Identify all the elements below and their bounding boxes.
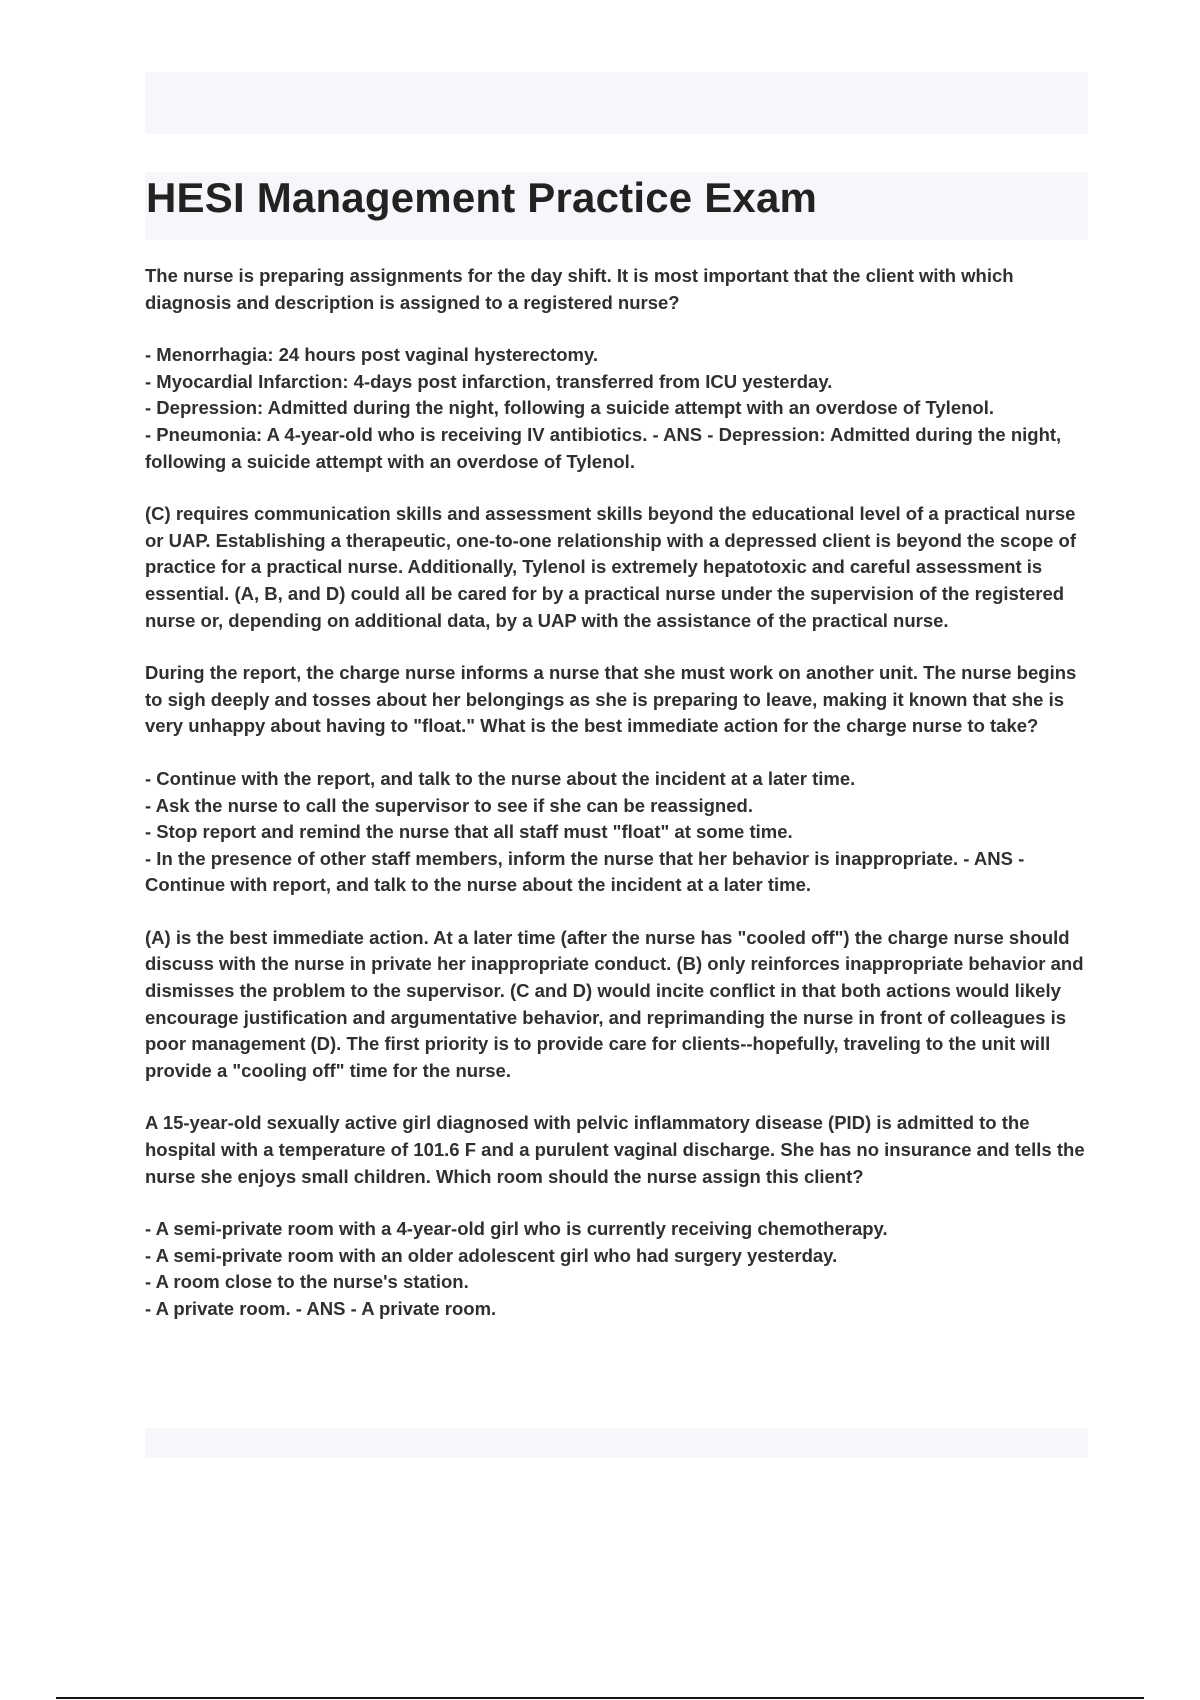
options-1 [145,342,1090,475]
question-3: A 15-year-old sexually active girl diagnosed with pelvic inflammatory disease (PID) is admitted to the hospital with a temperature of 101.6 F and a purulent vaginal discharge. She has no insurance and tells the nurse she enjoys small children. Which room should the nurse assign this client? [145,1112,1085,1187]
option-1c: - Depression: Admitted during the night, following a suicide attempt with an overdose of Tylenol. [145,397,994,419]
option-3a: - A semi-private room with a 4-year-old girl who is currently receiving chemotherapy. [145,1218,888,1240]
option-3d-answer: - A private room. - ANS - A private room. [145,1298,497,1319]
rationale-1: (C) requires communication skills and assessment skills beyond the educational level of a practical nurse or UAP. Establishing a therapeutic, one-to-one relationship with a depressed client is beyond the scope of practice for a practical nurse. Additionally, Tylenol is extremely hepatotoxic and careful assessment is essential. (A, B, and D) could all be cared for by a practical nurse under the supervision of the registered nurse or, depending on additional data, by a UAP with the assistance of the practical nurse. [145,503,1076,631]
option-1b: - Myocardial Infarction: 4-days post infarction, transferred from ICU yesterday. [145,370,833,392]
option-2b: - Ask the nurse to call the supervisor to see if she can be reassigned. [145,794,753,816]
option-2a: - Continue with the report, and talk to the nurse about the incident at a later time. [145,767,856,789]
option-1d-answer: - Pneumonia: A 4-year-old who is receiving IV antibiotics. - ANS - Depression: Admitted during the night, following a suicide attempt with an overdose of Tylenol. [145,423,1062,472]
question-2: During the report, the charge nurse informs a nurse that she must work on another unit. The nurse begins to sigh deeply and tosses about her belongings as she is preparing to leave, making it known that she is very unhappy about having to "float." What is the best immediate action for the charge nurse to take? [145,662,1077,737]
header-band [145,72,1088,134]
page-divider [56,1697,1144,1699]
option-2c: - Stop report and remind the nurse that all staff must "float" at some time. [145,821,793,843]
options-3 [145,1216,1090,1322]
rationale-2: (A) is the best immediate action. At a later time (after the nurse has "cooled off") the charge nurse should discuss with the nurse in private her inappropriate conduct. (B) only reinforces inappropriate behavior and dismisses the problem to the supervisor. (C and D) would incite conflict in that both actions would likely encourage justification and argumentative behavior, and reprimanding the nurse in front of colleagues is poor management (D). The first priority is to provide care for clients--hopefully, traveling to the unit will provide a "cooling off" time for the nurse. [145,926,1084,1081]
option-2d-answer: - In the presence of other staff members, inform the nurse that her behavior is inappropriate. - ANS - Continue with report, and talk to the nurse about the incident at a later time. [145,847,1025,896]
document-body [145,263,1090,1349]
options-2 [145,766,1090,899]
option-3c: - A room close to the nurse's station. [145,1271,469,1293]
footer-band [145,1428,1088,1458]
page-title: HESI Management Practice Exam [146,174,818,221]
option-3b: - A semi-private room with an older adolescent girl who had surgery yesterday. [145,1244,838,1266]
option-1a: - Menorrhagia: 24 hours post vaginal hysterectomy. [145,344,599,366]
question-1: The nurse is preparing assignments for the day shift. It is most important that the client with which diagnosis and description is assigned to a registered nurse? [145,265,1014,313]
